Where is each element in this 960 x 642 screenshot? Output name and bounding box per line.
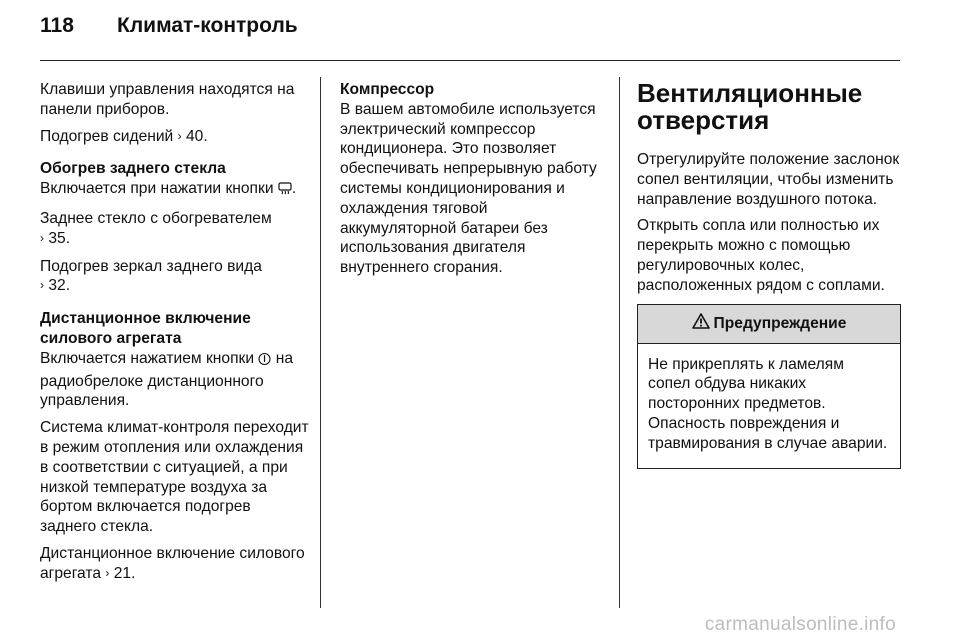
compressor-paragraph: В вашем автомобиле используется электрический компрессор кондиционера. Это позволяет обеспечивать непрерывную работу системы кондиционирования и охлаждения тяговой аккумуляторной батареи без использования двигателя внутреннего сгорания. (340, 100, 597, 277)
page-title: Климат-контроль (117, 14, 298, 37)
mirror-heating-link[interactable]: 32. (48, 277, 71, 295)
warning-box (637, 304, 901, 469)
remote-start-heading-line1: Дистанционное включение (40, 310, 251, 328)
watermark: carmanualsonline.info (704, 614, 896, 635)
warning-header (638, 305, 900, 344)
rear-window-ref: Заднее стекло с обогревателем › 35. (40, 209, 272, 247)
reference-arrow-icon: › (105, 565, 110, 580)
remote-start-paragraph: Включается нажатием кнопки на радиобрелоке дистанционного управления. (40, 349, 294, 410)
column-middle (340, 80, 608, 285)
remote-start-icon (258, 352, 271, 372)
rear-window-link[interactable]: 35. (48, 229, 71, 247)
vents-heading: Вентиляционные отверстия (637, 78, 863, 135)
reference-arrow-icon: › (40, 230, 44, 245)
column-divider-2 (619, 77, 620, 608)
vents-paragraph-1: Отрегулируйте положение заслонок сопел вентиляции, чтобы изменить направление воздушного потока. (637, 151, 900, 208)
page-number: 118 (40, 14, 74, 37)
reference-arrow-icon: › (40, 278, 44, 293)
reference-arrow-icon: › (177, 128, 182, 143)
seat-heating-ref: Подогрев сидений › 40. (40, 127, 208, 145)
rear-glass-paragraph: Включается при нажатии кнопки . (40, 179, 310, 202)
header-divider (40, 60, 900, 61)
remote-start-ref: Дистанционное включение силового агрегата › 21. (40, 544, 305, 582)
column-right (637, 80, 902, 469)
vents-paragraph-2: Открыть сопла или полностью их перекрыть можно с помощью регулировочных колес, расположенных рядом с соплами. (637, 217, 885, 294)
rear-glass-heading: Обогрев заднего стекла (40, 160, 226, 178)
warning-triangle-icon (692, 313, 710, 335)
warning-text: Не прикреплять к ламелям сопел обдува никаких посторонних предметов. Опасность повреждения и травмирования в случае аварии. (648, 355, 888, 452)
warning-title: Предупреждение (713, 314, 847, 332)
seat-heating-link[interactable]: 40. (185, 127, 208, 145)
remote-start-link[interactable]: 21. (113, 564, 136, 582)
intro-paragraph: Клавиши управления находятся на панели приборов. (40, 81, 295, 118)
rear-defrost-icon (278, 182, 292, 202)
column-divider-1 (320, 77, 321, 608)
remote-start-heading-line2: силового агрегата (40, 329, 182, 347)
compressor-heading: Компрессор (340, 81, 435, 98)
column-left (40, 80, 310, 592)
mirror-heating-ref: Подогрев зеркал заднего вида › 32. (40, 257, 262, 295)
climate-system-paragraph: Система климат-контроля переходит в режим отопления или охлаждения в соответствии с ситуацией, а при низкой температуре воздуха за бортом включается подогрев заднего стекла. (40, 419, 309, 536)
